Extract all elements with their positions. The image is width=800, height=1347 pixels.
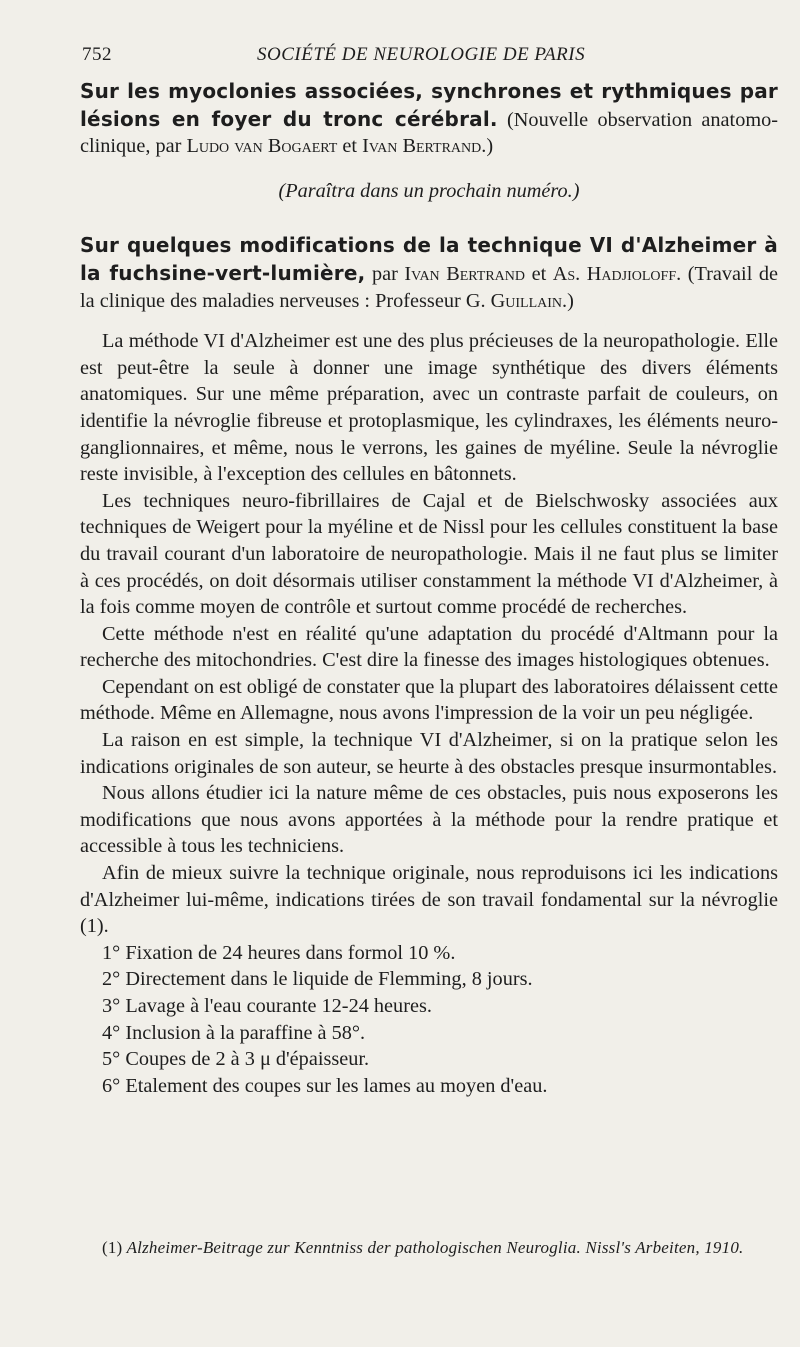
article-2-author-2: As. Hadjioloff xyxy=(552,262,677,285)
article-1-title: Sur les myoclonies associées, synchrones et rythmiques par lésions en foyer du tronc cérébral. xyxy=(80,79,778,131)
article-1-author-2: Ivan Bertrand xyxy=(362,135,482,158)
article-1-subtitle-suffix: .) xyxy=(481,135,494,158)
article-2-author-1: Ivan Bertrand xyxy=(404,262,526,285)
paragraph: Nous allons étudier ici la nature même de ces obstacles, puis nous exposerons les modifications que nous avons apportées à la méthode pour la rendre pratique et accessible à tous les techniciens. xyxy=(80,782,778,858)
running-head: SOCIÉTÉ DE NEUROLOGIE DE PARIS xyxy=(257,44,586,65)
page-number: 752 xyxy=(82,44,112,65)
technique-steps-list xyxy=(80,940,778,1100)
paragraph: Afin de mieux suivre la technique originale, nous reproduisons ici les indications d'Alzheimer lui-même, indications tirées de son travail fondamental sur la névroglie (1). xyxy=(80,862,778,938)
footnote-text: Alzheimer-Beitrage zur Kenntniss der pathologischen Neuroglia. Nissl's Arbeiten, 1910. xyxy=(126,1238,744,1257)
paragraph: La raison en est simple, la technique VI d'Alzheimer, si on la pratique selon les indications originales de son auteur, se heurte à des obstacles presque insurmontables. xyxy=(80,729,778,778)
paragraph: Les techniques neuro-fibrillaires de Cajal et de Bielschwosky associées aux techniques de Weigert pour la myéline et de Nissl pour les cellules constituent la base du travail courant d'un laboratoire de neuropathologie. Mais il ne faut plus se limiter à ces procédés, on doit désormais utiliser constamment la méthode VI d'Alzheimer, à la fois comme moyen de contrôle et surtout comme procédé de recherches. xyxy=(80,489,778,619)
article-1-connector: et xyxy=(342,135,358,158)
article-1-author-1: Ludo van Bogaert xyxy=(186,135,338,158)
list-item: 6° Etalement des coupes sur les lames au moyen d'eau. xyxy=(102,1074,548,1097)
article-2-affiliation-suffix: .) xyxy=(562,289,574,312)
article-2-heading xyxy=(80,232,778,314)
list-item: 1° Fixation de 24 heures dans formol 10 %. xyxy=(102,941,456,964)
article-2-by: par xyxy=(371,262,398,285)
article-2-connector: et xyxy=(531,262,547,285)
article-2-affiliation-prefix: . (Travail de la clinique des maladies nerveuses : Professeur xyxy=(80,262,779,312)
list-item: 4° Inclusion à la paraffine à 58°. xyxy=(102,1021,366,1044)
footnote-number: (1) xyxy=(102,1238,123,1257)
paragraph: La méthode VI d'Alzheimer est une des plus précieuses de la neuropathologie. Elle est peut-être la seule à donner une image synthétique des divers éléments anatomiques. Sur une même préparation, avec un contraste parfait de couleurs, on identifie la névroglie fibreuse et protoplasmique, les cylindraxes, les éléments neuro-ganglionnaires, et même, nous le verrons, les gaines de myéline. Seule la névroglie reste invisible, à l'exception des cellules en bâtonnets. xyxy=(80,330,778,486)
list-item: 2° Directement dans le liquide de Flemming, 8 jours. xyxy=(102,968,533,991)
list-item: 5° Coupes de 2 à 3 μ d'épaisseur. xyxy=(102,1048,370,1071)
article-2-title: Sur quelques modifications de la technique VI d'Alzheimer à la fuchsine-vert-lumière, xyxy=(80,233,778,285)
article-1-note: (Paraîtra dans un prochain numéro.) xyxy=(278,179,580,202)
paragraph: Cependant on est obligé de constater que la plupart des laboratoires délaissent cette méthode. Même en Allemagne, nous avons l'impression de la voir un peu négligée. xyxy=(80,675,778,725)
page-content xyxy=(80,78,778,1099)
article-1-subtitle-prefix: (Nouvelle observation anatomo-clinique, par xyxy=(80,108,779,158)
paragraph: Cette méthode n'est en réalité qu'une adaptation du procédé d'Altmann pour la recherche des mitochondries. C'est dire la finesse des images histologiques obtenues. xyxy=(80,622,778,672)
footnote xyxy=(102,1238,782,1258)
article-2-body xyxy=(80,328,778,1099)
article-1-heading xyxy=(80,78,778,160)
article-2-professor: G. Guillain xyxy=(465,289,563,312)
list-item: 3° Lavage à l'eau courante 12-24 heures. xyxy=(102,995,432,1017)
